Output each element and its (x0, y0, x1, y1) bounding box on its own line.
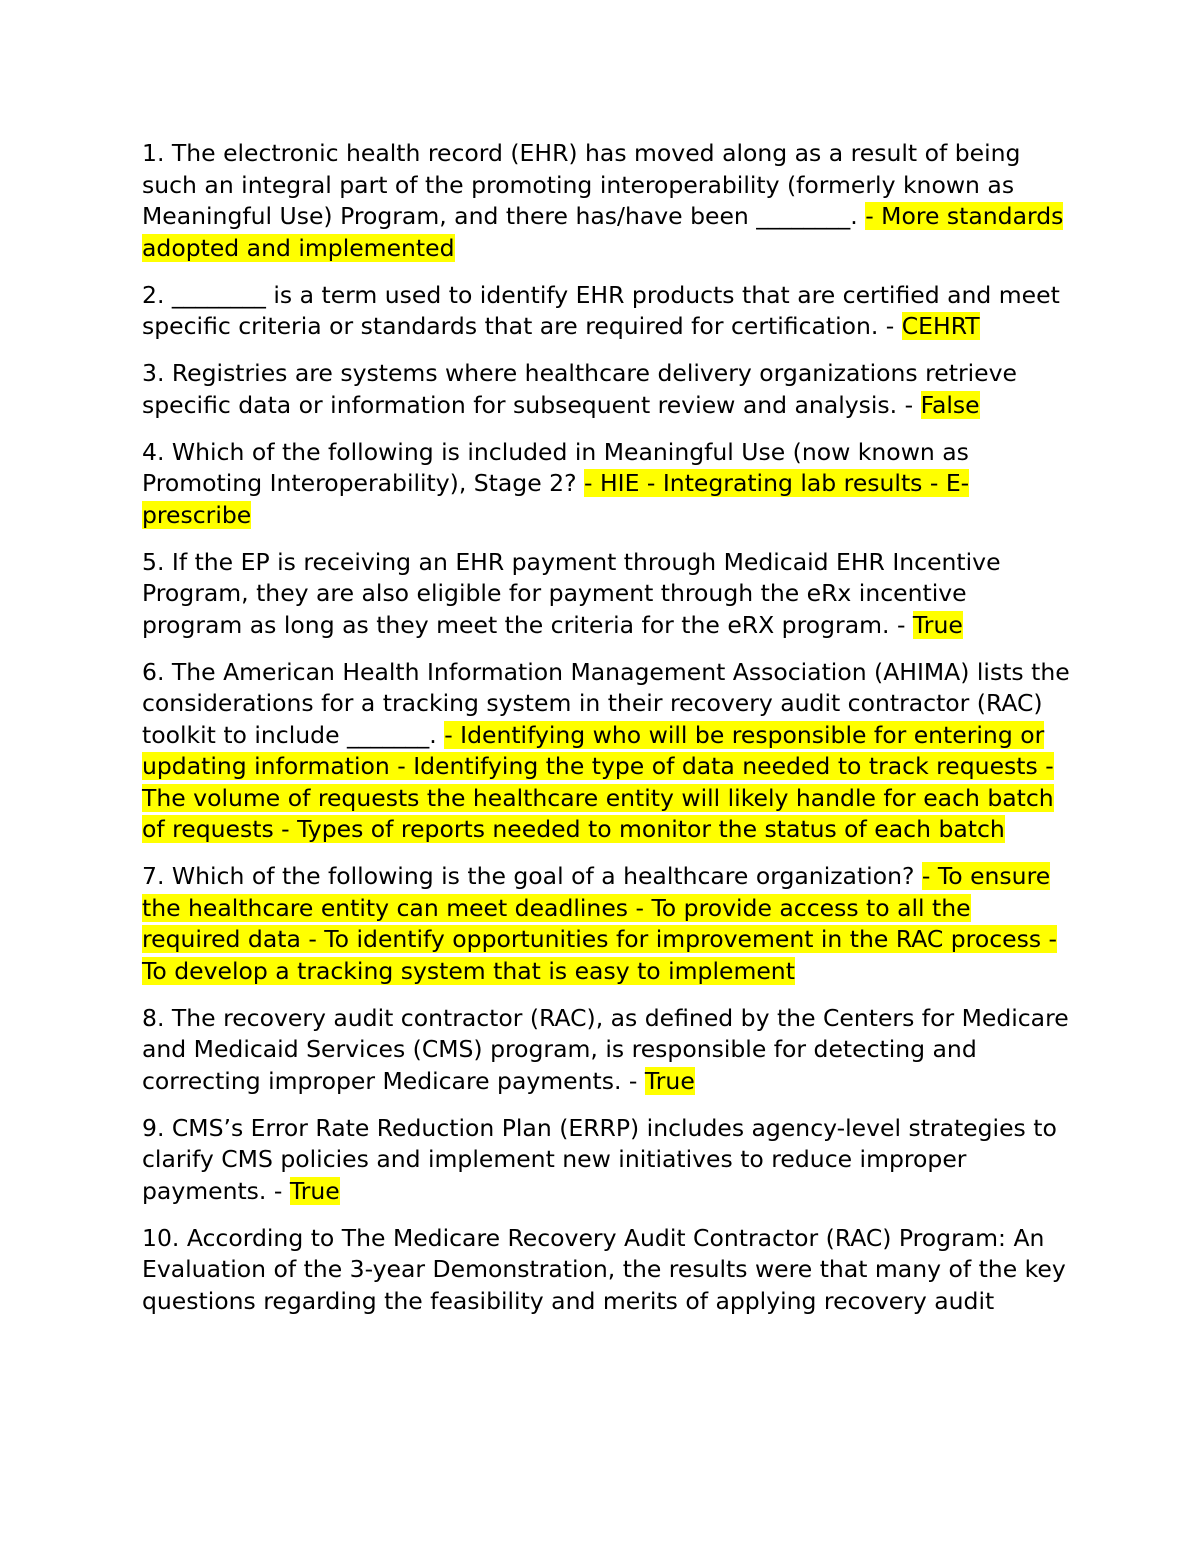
question-text-8: 8. The recovery audit contractor (RAC), as defined by the Centers for Medicare and Medicaid Services (CMS) program, is responsible for detecting and correcting improper Medicare payments. - (142, 1003, 1069, 1095)
answer-highlight-1: - More standards adopted and implemented (142, 202, 1064, 262)
question-text-6: 6. The American Health Information Management Association (AHIMA) lists the considerations for a tracking system in their recovery audit contractor (RAC) toolkit to include _______. (142, 657, 1070, 749)
qa-item-3 (142, 358, 1072, 421)
question-text-9: 9. CMS’s Error Rate Reduction Plan (ERRP) includes agency-level strategies to clarify CMS policies and implement new initiatives to reduce improper payments. - (142, 1113, 1057, 1205)
answer-highlight-7: - To ensure the healthcare entity can meet deadlines - To provide access to all the required data - To identify opportunities for improvement in the RAC process - To develop a tracking system that is easy to implement (142, 862, 1058, 985)
document-page (142, 138, 1072, 1333)
qa-item-6 (142, 657, 1072, 846)
qa-item-9 (142, 1113, 1072, 1208)
qa-item-7 (142, 861, 1072, 987)
qa-item-1 (142, 138, 1072, 264)
answer-highlight-8: True (644, 1066, 695, 1095)
question-text-1: 1. The electronic health record (EHR) has moved along as a result of being such an integral part of the promoting interoperability (formerly known as Meaningful Use) Program, and there has/have been ________. (142, 139, 1021, 230)
question-text-3: 3. Registries are systems where healthcare delivery organizations retrieve specific data or information for subsequent review and analysis. - (142, 359, 1017, 419)
question-text-4: 4. Which of the following is included in Meaningful Use (now known as Promoting Interoperability), Stage 2? (142, 437, 969, 497)
qa-item-5 (142, 547, 1072, 642)
question-text-7: 7. Which of the following is the goal of a healthcare organization? (142, 862, 922, 890)
qa-item-2 (142, 280, 1072, 343)
answer-highlight-3: False (920, 390, 980, 419)
answer-highlight-2: CEHRT (901, 312, 980, 340)
answer-highlight-9: True (289, 1176, 340, 1205)
answer-highlight-6: - Identifying who will be responsible for entering or updating information - Identifying the type of data needed to track requests - The volume of requests the healthcare entity will likely handle for each batch of requests - Types of reports needed to monitor the status of each batch (142, 720, 1054, 843)
qa-item-4 (142, 437, 1072, 532)
question-text-2: 2. ________ is a term used to identify EHR products that are certified and meet specific criteria or standards that are required for certification. - (142, 280, 1060, 340)
qa-item-10 (142, 1223, 1072, 1318)
question-text-10: 10. According to The Medicare Recovery Audit Contractor (RAC) Program: An Evaluation of the 3-year Demonstration, the results were that many of the key questions regarding the feasibility and merits of applying recovery audit (142, 1223, 1066, 1315)
question-text-5: 5. If the EP is receiving an EHR payment through Medicaid EHR Incentive Program, they are also eligible for payment through the eRx incentive program as long as they meet the criteria for the eRX program. - (142, 547, 1001, 639)
answer-highlight-5: True (912, 610, 963, 639)
qa-item-8 (142, 1003, 1072, 1098)
answer-highlight-4: - HIE - Integrating lab results - E-prescribe (142, 469, 970, 529)
